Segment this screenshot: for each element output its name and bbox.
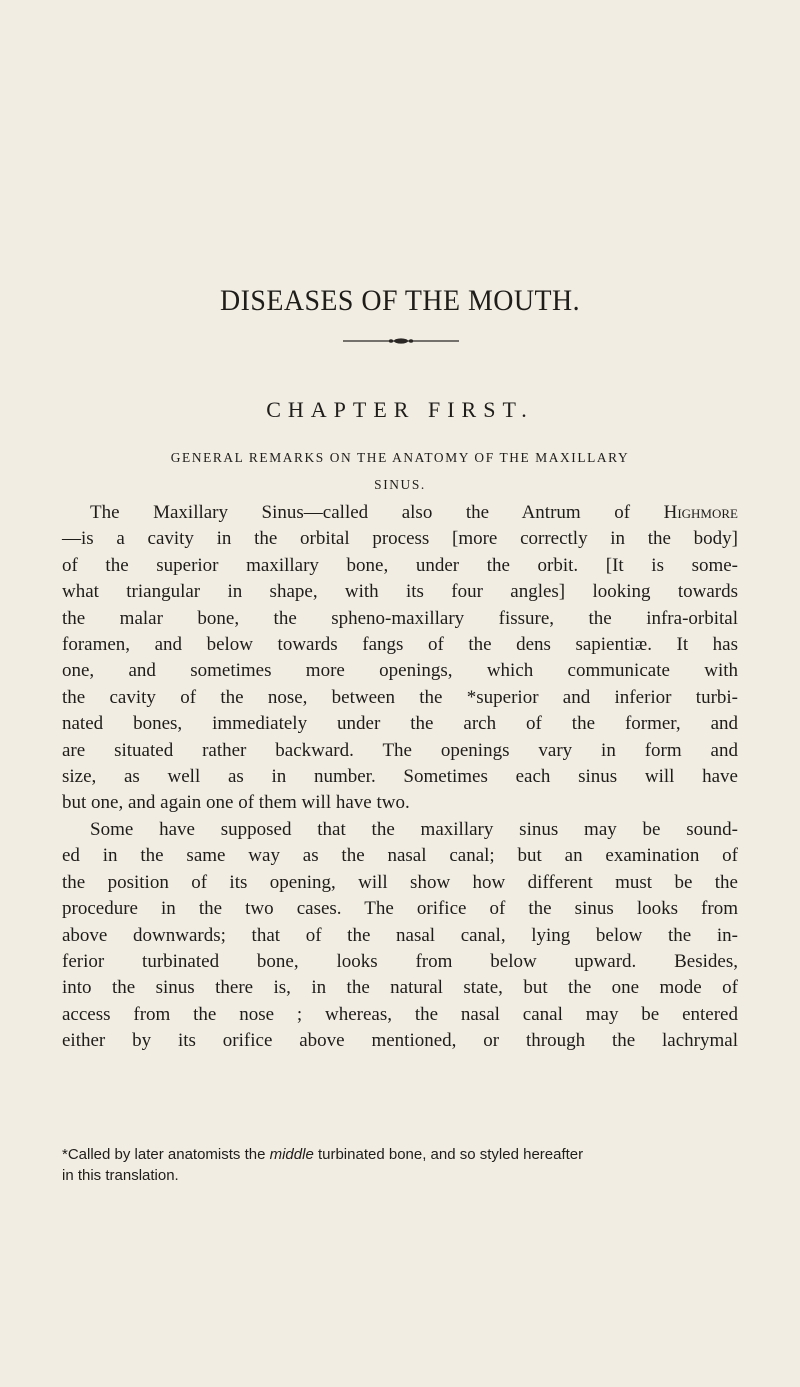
body-line: —is a cavity in the orbital process [more correctly in the body] [62,528,738,550]
body-line: The Maxillary Sinus—called also the Antrum of Highmore [90,502,738,523]
body-line: foramen, and below towards fangs of the dens sapientiæ. It has [62,634,738,656]
body-line: of the superior maxillary bone, under the orbit. [It is some- [62,554,738,576]
body-line: size, as well as in number. Sometimes each sinus will have [62,766,738,788]
body-line: into the sinus there is, in the natural state, but the one mode of [62,977,738,999]
body-line: procedure in the two cases. The orifice of the sinus looks from [62,898,738,920]
body-line: either by its orifice above mentioned, or through the lachrymal [62,1030,738,1052]
body-line: ferior turbinated bone, looks from below upward. Besides, [62,950,738,972]
book-title: DISEASES OF THE MOUTH. [219,284,581,317]
body-line: nated bones, immediately under the arch of the former, and [62,713,738,735]
body-line: are situated rather backward. The openings vary in form and [62,739,738,761]
subheading-line-2: SINUS. [374,477,426,492]
footnote-line-1: *Called by later anatomists the middle turbinated bone, and so styled hereafter [62,1146,584,1163]
body-line: the malar bone, the spheno-maxillary fissure, the infra-orbital [62,607,738,629]
footnote-emphasis: middle [269,1146,314,1163]
ornament-rule [343,338,459,344]
footnote-line-2: in this translation. [62,1167,179,1184]
body-line: Some have supposed that the maxillary sinus may be sound- [90,818,738,840]
body-line: but one, and again one of them will have two. [62,792,410,814]
body-line: the position of its opening, will show how different must be the [62,871,738,893]
body-line: one, and sometimes more openings, which communicate with [62,660,738,682]
body-line: access from the nose ; whereas, the nasal canal may be entered [62,1003,738,1025]
body-line: the cavity of the nose, between the *superior and inferior turbi- [62,686,738,708]
highmore-name: Highmore [663,502,738,523]
body-text [62,500,738,1055]
chapter-heading: CHAPTER FIRST. [266,397,534,422]
body-line: ed in the same way as the nasal canal; but an examination of [62,845,738,867]
section-subheading [62,444,738,498]
subheading-line-1: GENERAL REMARKS ON THE ANATOMY OF THE MAXILLARY [170,450,630,465]
body-line: above downwards; that of the nasal canal, lying below the in- [62,924,738,946]
body-line: what triangular in shape, with its four angles] looking towards [62,581,738,603]
footnote [62,1144,738,1186]
